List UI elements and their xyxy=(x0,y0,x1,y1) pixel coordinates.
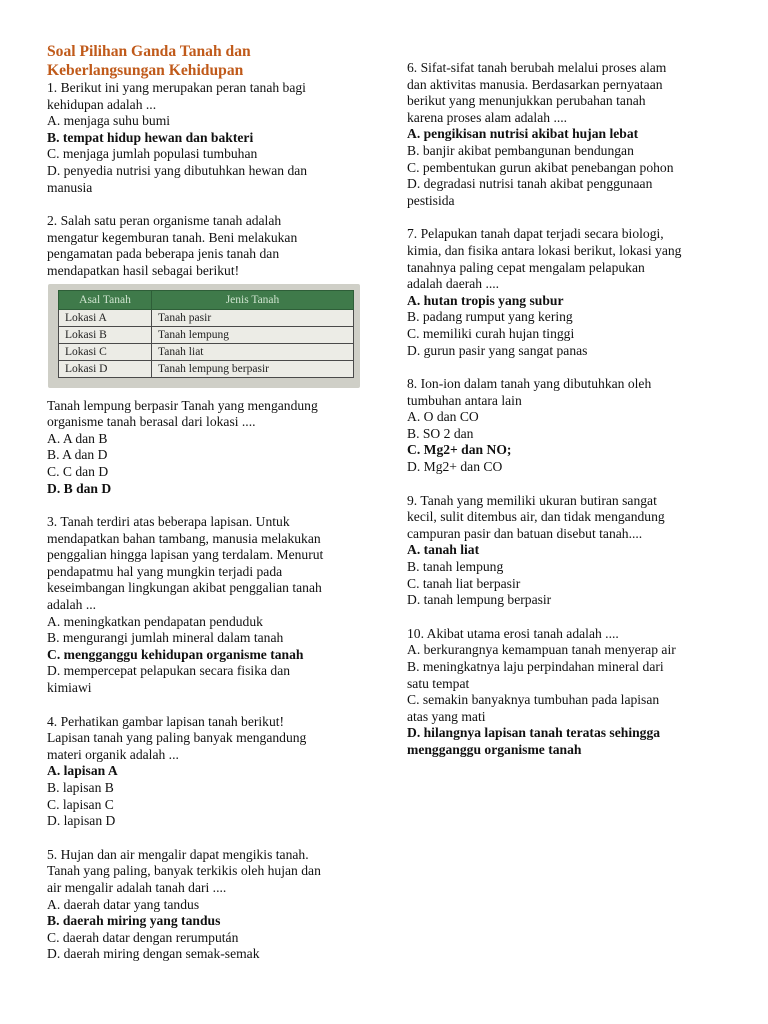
text-line: pestisida xyxy=(407,192,455,208)
block-gap xyxy=(407,609,729,626)
question-block xyxy=(47,514,365,697)
answer-line: D. B dan D xyxy=(47,480,112,496)
answer-line: A. pengikisan nutrisi akibat hujan lebat xyxy=(407,126,639,142)
text-line: mendapatkan hasil sebagai berikut! xyxy=(47,262,240,278)
text-line: B. SO 2 dan xyxy=(407,425,474,441)
question-block xyxy=(407,60,729,209)
question-block xyxy=(407,493,729,609)
answer-line: D. hilangnya lapisan tanah teratas sehingga xyxy=(407,725,661,741)
text-line: atas yang mati xyxy=(407,708,486,724)
question-block xyxy=(47,398,365,498)
table-row xyxy=(59,343,354,360)
right-column xyxy=(407,60,729,759)
text-line: adalah ... xyxy=(47,597,97,613)
soil-table xyxy=(58,290,354,378)
text-line: 1. Berikut ini yang merupakan peran tanah bagi xyxy=(47,80,306,95)
answer-line: C. mengganggu kehidupan organisme tanah xyxy=(47,646,304,662)
text-line: A. meningkatkan pendapatan penduduk xyxy=(47,613,263,629)
text-line: pengamatan pada beberapa jenis tanah dan xyxy=(47,246,280,262)
text-line: A. A dan B xyxy=(47,430,108,446)
text-line: organisme tanah berasal dari lokasi .... xyxy=(47,414,256,430)
soil-table-photo xyxy=(48,284,360,388)
answer-line: A. lapisan A xyxy=(47,763,118,779)
answer-line: mengganggu organisme tanah xyxy=(407,741,582,757)
text-line: kimiawi xyxy=(47,680,92,696)
text-line: air mengalir adalah tanah dari .... xyxy=(47,879,227,895)
text-line: 10. Akibat utama erosi tanah adalah .... xyxy=(407,625,619,641)
document-title xyxy=(47,42,365,80)
text-line: B. A dan D xyxy=(47,447,108,463)
text-line: D. tanah lempung berpasir xyxy=(407,592,552,608)
text-line: C. menjaga jumlah populasi tumbuhan xyxy=(47,146,258,162)
text-line: D. gurun pasir yang sangat panas xyxy=(407,342,588,358)
text-line: 2. Salah satu peran organisme tanah adalah xyxy=(47,213,282,229)
block-gap xyxy=(47,830,365,847)
table-header-type: Jenis Tanah xyxy=(152,290,354,309)
block-gap xyxy=(47,497,365,514)
text-line: karena proses alam adalah .... xyxy=(407,109,568,125)
text-line: C. tanah liat berpasir xyxy=(407,575,521,591)
text-line: 8. Ion-ion dalam tanah yang dibutuhkan oleh xyxy=(407,376,652,392)
table-row xyxy=(59,326,354,343)
answer-line: B. tempat hidup hewan dan bakteri xyxy=(47,129,254,145)
block-gap xyxy=(407,476,729,493)
text-line: pendapatmu hal yang mungkin terjadi pada xyxy=(47,563,283,579)
text-line: D. degradasi nutrisi tanah akibat penggunaan xyxy=(407,176,653,192)
answer-line: B. daerah miring yang tandus xyxy=(47,913,221,929)
block-gap xyxy=(407,209,729,226)
questions-6-10 xyxy=(407,60,729,759)
text-line: Tanah yang paling, banyak terkikis oleh hujan dan xyxy=(47,863,321,879)
question-block xyxy=(47,847,365,963)
question-block xyxy=(407,376,729,476)
table-header-origin: Asal Tanah xyxy=(59,290,152,309)
table-cell: Tanah pasir xyxy=(152,309,354,326)
text-line: penggalian hingga lapisan yang terdalam. Menurut xyxy=(47,547,324,563)
text-line: A. daerah datar yang tandus xyxy=(47,896,200,912)
table-cell: Lokasi B xyxy=(59,326,152,343)
table-cell: Tanah liat xyxy=(152,343,354,360)
text-line: 7. Pelapukan tanah dapat terjadi secara biologi, xyxy=(407,226,664,242)
text-line: adalah daerah .... xyxy=(407,276,500,292)
text-line: D. mempercepat pelapukan secara fisika dan xyxy=(47,663,291,679)
text-line: 4. Perhatikan gambar lapisan tanah berikut! xyxy=(47,713,285,729)
text-line: mendapatkan bahan tambang, manusia melakukan xyxy=(47,530,321,546)
block-gap xyxy=(47,196,365,213)
question-block xyxy=(47,714,365,830)
question-block xyxy=(47,213,365,279)
question-block xyxy=(407,626,729,759)
block-gap xyxy=(47,697,365,714)
text-line: C. memiliki curah hujan tinggi xyxy=(407,325,575,341)
text-line: keseimbangan lingkungan akibat penggalian tanah xyxy=(47,580,322,596)
table-cell: Lokasi D xyxy=(59,360,152,377)
text-line: satu tempat xyxy=(407,675,470,691)
table-row xyxy=(59,360,354,377)
questions-2-5 xyxy=(47,398,365,963)
text-line: B. tanah lempung xyxy=(407,559,504,575)
text-line: C. pembentukan gurun akibat penebangan pohon xyxy=(407,159,674,175)
text-line: C. C dan D xyxy=(47,463,109,479)
text-line: Tanah lempung berpasir Tanah yang mengandung xyxy=(47,397,318,413)
text-line: D. daerah miring dengan semak-semak xyxy=(47,946,260,962)
title-line-1: Soal Pilihan Ganda Tanah dan xyxy=(47,43,251,60)
text-line: B. banjir akibat pembangunan bendungan xyxy=(407,142,634,158)
text-line: kecil, sulit ditembus air, dan tidak mengandung xyxy=(407,509,665,525)
text-line: kehidupan adalah ... xyxy=(47,96,157,112)
question-block xyxy=(407,226,729,359)
question-block xyxy=(47,80,365,196)
block-gap xyxy=(407,359,729,376)
text-line: kimia, dan fisika antara lokasi berikut, lokasi yang xyxy=(407,242,682,258)
questions-1-2 xyxy=(47,80,365,280)
text-line: 5. Hujan dan air mengalir dapat mengikis tanah. xyxy=(47,846,309,862)
text-line: dan aktivitas manusia. Berdasarkan pernyataan xyxy=(407,76,663,92)
answer-line: C. Mg2+ dan NO; xyxy=(407,442,512,458)
text-line: A. menjaga suhu bumi xyxy=(47,113,171,129)
text-line: tumbuhan antara lain xyxy=(407,392,522,408)
text-line: 3. Tanah terdiri atas beberapa lapisan. Untuk xyxy=(47,514,290,530)
table-cell: Tanah lempung xyxy=(152,326,354,343)
text-line: D. penyedia nutrisi yang dibutuhkan hewan dan xyxy=(47,162,308,178)
text-line: C. lapisan C xyxy=(47,796,114,812)
text-line: C. semakin banyaknya tumbuhan pada lapisan xyxy=(407,692,660,708)
text-line: campuran pasir dan batuan disebut tanah.... xyxy=(407,525,643,541)
text-line: B. mengurangi jumlah mineral dalam tanah xyxy=(47,630,284,646)
text-line: B. lapisan B xyxy=(47,780,114,795)
text-line: A. berkurangnya kemampuan tanah menyerap air xyxy=(407,642,676,658)
left-column xyxy=(47,42,365,963)
text-line: B. meningkatnya laju perpindahan mineral dari xyxy=(407,659,664,674)
text-line: manusia xyxy=(47,179,93,195)
table-cell: Tanah lempung berpasir xyxy=(152,360,354,377)
text-line: 9. Tanah yang memiliki ukuran butiran sangat xyxy=(407,492,657,508)
text-line: B. padang rumput yang kering xyxy=(407,309,573,325)
table-cell: Lokasi C xyxy=(59,343,152,360)
table-row xyxy=(59,309,354,326)
text-line: Lapisan tanah yang paling banyak mengandung xyxy=(47,730,307,746)
text-line: mengatur kegemburan tanah. Beni melakukan xyxy=(47,229,298,245)
text-line: berikut yang menunjukkan perubahan tanah xyxy=(407,93,646,109)
text-line: materi organik adalah ... xyxy=(47,746,179,762)
answer-line: A. tanah liat xyxy=(407,542,480,558)
text-line: tanahnya paling cepat mengalam pelapukan xyxy=(407,259,645,275)
text-line: A. O dan CO xyxy=(407,409,479,425)
text-line: D. lapisan D xyxy=(47,813,116,829)
text-line: D. Mg2+ dan CO xyxy=(407,459,503,475)
table-cell: Lokasi A xyxy=(59,309,152,326)
answer-line: A. hutan tropis yang subur xyxy=(407,292,564,308)
text-line: 6. Sifat-sifat tanah berubah melalui proses alam xyxy=(407,60,667,75)
title-line-2: Keberlangsungan Kehidupan xyxy=(47,62,244,79)
text-line: C. daerah datar dengan rerumpután xyxy=(47,929,239,945)
